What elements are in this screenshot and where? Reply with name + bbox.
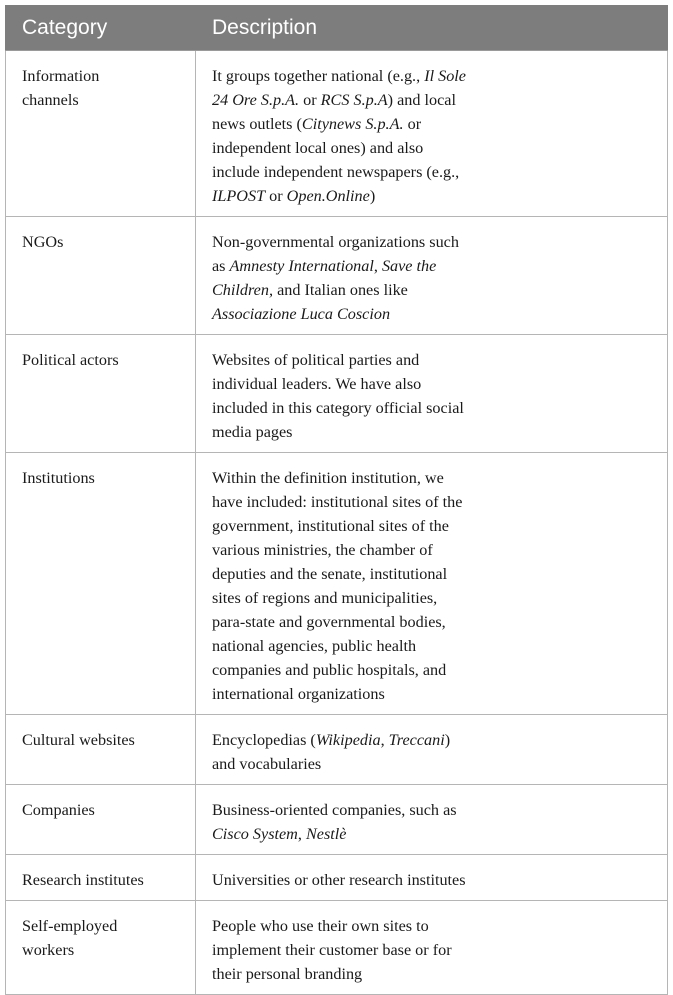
description-cell — [196, 715, 668, 785]
description-line — [212, 302, 651, 326]
description-text: deputies and the senate, institutional — [212, 565, 448, 583]
description-text: international organizations — [212, 685, 385, 703]
description-text: as — [212, 257, 230, 275]
description-line — [212, 230, 651, 254]
description-text: para-state and governmental bodies, — [212, 613, 446, 631]
description-line — [212, 64, 651, 88]
table-row — [6, 855, 668, 901]
description-text: Universities or other research institutes — [212, 871, 466, 889]
category-text: channels — [22, 91, 79, 109]
italic-name: Save the — [381, 257, 437, 275]
description-line — [212, 348, 651, 372]
description-line — [212, 752, 651, 776]
category-cell — [6, 855, 196, 901]
description-cell — [196, 901, 668, 995]
description-text: national agencies, public health — [212, 637, 417, 655]
description-text: include independent newspapers (e.g., — [212, 163, 460, 181]
category-text: NGOs — [22, 233, 64, 251]
description-cell — [196, 217, 668, 335]
description-line — [212, 88, 651, 112]
description-text: Non-governmental organizations such — [212, 233, 459, 251]
category-text: Self-employed — [22, 917, 118, 935]
description-line — [212, 396, 651, 420]
category-table — [5, 5, 668, 995]
description-line — [212, 682, 651, 706]
header-category: Category — [6, 6, 196, 51]
description-line — [212, 466, 651, 490]
description-text: government, institutional sites of the — [212, 517, 449, 535]
description-text: sites of regions and municipalities, — [212, 589, 438, 607]
description-text: independent local ones) and also — [212, 139, 424, 157]
category-text: Institutions — [22, 469, 95, 487]
category-cell — [6, 715, 196, 785]
italic-name: Amnesty International — [229, 257, 374, 275]
table-row — [6, 453, 668, 715]
description-text: have included: institutional sites of the — [212, 493, 463, 511]
description-line — [212, 914, 651, 938]
description-line — [212, 634, 651, 658]
description-line — [212, 728, 651, 752]
table-row — [6, 785, 668, 855]
description-cell — [196, 453, 668, 715]
italic-name: Il Sole — [424, 67, 466, 85]
description-line — [212, 538, 651, 562]
description-text: Encyclopedias ( — [212, 731, 316, 749]
category-cell — [6, 785, 196, 855]
italic-name: Open.Online — [286, 187, 370, 205]
table-body — [6, 51, 668, 995]
description-line — [212, 798, 651, 822]
italic-name: Treccani — [388, 731, 445, 749]
description-cell — [196, 855, 668, 901]
description-text: companies and public hospitals, and — [212, 661, 447, 679]
description-text: or — [403, 115, 422, 133]
italic-name: Nestlè — [305, 825, 347, 843]
description-line — [212, 278, 651, 302]
category-cell — [6, 453, 196, 715]
description-cell — [196, 785, 668, 855]
category-text: Companies — [22, 801, 95, 819]
description-text: or — [265, 187, 287, 205]
description-text: individual leaders. We have also — [212, 375, 422, 393]
table-row — [6, 901, 668, 995]
description-text: their personal branding — [212, 965, 363, 983]
table-header — [6, 6, 668, 51]
description-line — [212, 586, 651, 610]
description-line — [212, 514, 651, 538]
table-row — [6, 715, 668, 785]
description-text: , — [380, 731, 389, 749]
description-line — [212, 938, 651, 962]
category-text: Information — [22, 67, 100, 85]
category-text: workers — [22, 941, 75, 959]
description-text: or — [299, 91, 321, 109]
description-text: Websites of political parties and — [212, 351, 420, 369]
category-text: Research institutes — [22, 871, 144, 889]
description-line — [212, 490, 651, 514]
italic-name: Children, — [212, 281, 274, 299]
description-line — [212, 658, 651, 682]
category-cell — [6, 901, 196, 995]
table-row — [6, 217, 668, 335]
description-text: and vocabularies — [212, 755, 322, 773]
description-text: , — [297, 825, 306, 843]
description-line — [212, 562, 651, 586]
description-text: Business-oriented companies, such as — [212, 801, 457, 819]
description-line — [212, 112, 651, 136]
description-line — [212, 868, 651, 892]
description-text: ) — [444, 731, 451, 749]
description-text: , — [373, 257, 382, 275]
header-description: Description — [196, 6, 668, 51]
table-row — [6, 335, 668, 453]
italic-name: ILPOST — [212, 187, 266, 205]
italic-name: Citynews S.p.A. — [301, 115, 404, 133]
description-cell — [196, 51, 668, 217]
italic-name: Wikipedia — [315, 731, 381, 749]
description-text: and Italian ones like — [273, 281, 408, 299]
italic-name: 24 Ore S.p.A. — [212, 91, 300, 109]
description-line — [212, 184, 651, 208]
description-line — [212, 136, 651, 160]
description-text: included in this category official social — [212, 399, 464, 417]
description-text: ) and local — [387, 91, 456, 109]
description-text: implement their customer base or for — [212, 941, 452, 959]
description-text: People who use their own sites to — [212, 917, 429, 935]
description-line — [212, 962, 651, 986]
description-text: media pages — [212, 423, 293, 441]
category-text: Cultural websites — [22, 731, 135, 749]
description-text: Within the definition institution, we — [212, 469, 444, 487]
header-row — [6, 6, 668, 51]
description-line — [212, 160, 651, 184]
category-cell — [6, 217, 196, 335]
description-text: It groups together national (e.g., — [212, 67, 425, 85]
description-line — [212, 822, 651, 846]
table-row — [6, 51, 668, 217]
italic-name: Associazione Luca Coscion — [212, 305, 391, 323]
description-cell — [196, 335, 668, 453]
italic-name: RCS S.p.A — [320, 91, 388, 109]
category-cell — [6, 335, 196, 453]
description-line — [212, 372, 651, 396]
description-text: ) — [369, 187, 376, 205]
description-text: various ministries, the chamber of — [212, 541, 433, 559]
description-line — [212, 254, 651, 278]
description-text: news outlets ( — [212, 115, 302, 133]
category-text: Political actors — [22, 351, 119, 369]
italic-name: Cisco System — [212, 825, 298, 843]
category-cell — [6, 51, 196, 217]
description-line — [212, 610, 651, 634]
description-line — [212, 420, 651, 444]
